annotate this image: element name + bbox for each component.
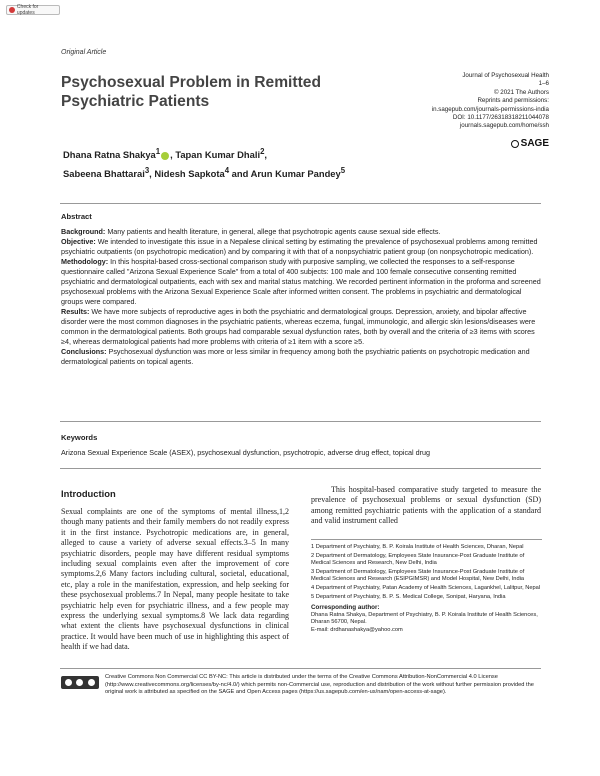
divider — [60, 468, 541, 469]
author-list — [63, 144, 403, 182]
author-name: , Tapan Kumar Dhali — [170, 149, 261, 161]
footnote: 3 Department of Dermatology, Employees State Insurance-Post Graduate Institute of Medical Sciences and Research (ESIPGIMSR) and Model Hospital, New Delhi, India — [311, 568, 525, 583]
cc-by-nc-badge-icon[interactable] — [61, 676, 99, 689]
abstract-heading: Abstract — [61, 212, 92, 221]
introduction-body-right: This hospital-based comparative study targeted to measure the prevalence of psychosexual problems or sexual dysfunction (SD) among remitted psychiatric patients with the application of a standard and valid instrument called — [311, 485, 541, 526]
nc-icon — [88, 679, 95, 686]
abstract-conclusions: Conclusions: Psychosexual dysfunction was more or less similar in frequency among both the psychiatric patients on psychotropic medication and dermatological patients on topical agents. — [61, 347, 530, 366]
affil-sup: 5 — [340, 166, 346, 176]
paper-title: Psychosexual Problem in Remitted Psychiatric Patients — [61, 74, 321, 110]
introduction-heading: Introduction — [61, 488, 116, 499]
divider — [60, 421, 541, 422]
cc-icon — [65, 679, 72, 686]
reprints-link[interactable]: in.sagepub.com/journals-permissions-india — [431, 105, 549, 113]
introduction-body-left: Sexual complaints are one of the symptoms of mental illness,1,2 though many patients and their family members do not readily express it in the first instance. Psychotropic medications are, in general, alleged to cause a variety of adverse sexual effects.3–5 In many psychiatric disorders, people may have different residual symptoms including sexual complaints even after the improvement of core symptoms.2,6 Many factors including cultural, societal, educational, etc, play a role in the manifestation, expression, and help seeking for these psychosexual problems.7 In Nepal, many people hesitate to take psychiatric help even for psychiatric illness, and a few people may express the underlying sexual symptoms.8 We lack data regarding what extent the clients have psychosexual dysfunctions in clinical practice. It would have been much of use in highlighting this aspect of health if we had data. — [61, 507, 289, 652]
abstract-section — [61, 212, 542, 367]
corresponding-author-text: Dhana Ratna Shakya, Department of Psychiatry, B. P. Koirala Institute of Health Sciences, Dharan 56700, Nepal. — [311, 611, 538, 626]
divider — [60, 668, 541, 669]
footnote-divider — [311, 539, 542, 540]
author-name: Sabeena Bhattarai — [63, 168, 145, 180]
affil-sup: 2 — [260, 147, 265, 156]
author-name: , Nidesh Sapkota — [149, 168, 225, 180]
journal-doi[interactable]: DOI: 10.1177/26318318211044078 — [452, 114, 549, 122]
article-type: Original Article — [61, 49, 107, 56]
update-icon — [9, 7, 15, 13]
publisher-name: SAGE — [520, 138, 549, 149]
journal-home-link[interactable]: journals.sagepub.com/home/ssh — [459, 122, 549, 130]
abstract-background: Background: Many patients and health literature, in general, allege that psychotropic agents cause sexual side effects. — [61, 227, 441, 236]
keywords-text: Arizona Sexual Experience Scale (ASEX), psychosexual dysfunction, psychotropic, adverse drug effect, topical drug — [61, 448, 431, 457]
divider — [60, 203, 541, 204]
footnote: 1 Department of Psychiatry, B. P. Koirala Institute of Health Sciences, Dharan, Nepal — [311, 544, 524, 550]
corresponding-author-email[interactable]: E-mail: drdhanashakya@yahoo.com — [311, 626, 403, 633]
by-icon — [76, 679, 83, 686]
check-for-updates-button[interactable] — [6, 5, 60, 15]
journal-name: Journal of Psychosexual Health — [462, 72, 549, 79]
footnotes — [311, 544, 542, 635]
license-text: Creative Commons Non Commercial CC BY-NC: This article is distributed under the terms of the Creative Commons Attribution-NonCommercial 4.0 License (http://www.creativecommons.org/licenses/by-nc/4.0/) which permits non-Commercial use, reproduction and distribution of the work without further permission provided the original work is attributed as specified on the SAGE and Open Access pages (https://us.sagepub.com/en-us/nam/open-access-at-sage). — [105, 674, 534, 696]
affil-sup: 3 — [144, 166, 150, 176]
sage-ring-icon — [511, 140, 519, 148]
authors-line-2 — [63, 163, 403, 182]
keywords-heading: Keywords — [61, 433, 98, 442]
badge-label: Check for updates — [16, 4, 39, 16]
abstract-methodology: Methodology: In this hospital-based cross-sectional comparison study with purposive sampling, we collected the responses to a self-response questionnaire called "Arizona Sexual Experience Scale" from a total of 400 subjects: 100 male and 100 female consecutive consenting remitted psychiatric and dermatological outpatients, each with sex and marital status matching. We recorded pertinent information in the proforma and screened psychosexual problems with the Arizona Sexual Experience Scale after informed written consent. The problems in psychiatric and dermatological groups were compared. — [61, 257, 541, 306]
author-name: and Arun Kumar Pandey — [229, 168, 341, 180]
journal-copyright: © 2021 The Authors — [493, 88, 549, 96]
abstract-results: Results: We have more subjects of reproductive ages in both the psychiatric and dermatological groups. Depression, anxiety, and bipolar affective disorder were the most common diagnoses in the psychiatric patients, whereas eczema, fungal, immunologic, and allergic skin lesions/diseases were common in the dermatological patients. Both groups had comparable sexual dysfunction rates, both by overall and the criteria of ≥3 items with scores ≥4, whereas dermatological patients had more problems with criteria of ≥1 item with a score ≥5. — [61, 307, 536, 346]
journal-info — [379, 72, 549, 131]
footnote: 4 Department of Psychiatry, Patan Academy of Health Sciences, Lagankhel, Lalitpur, Nepal — [311, 584, 541, 591]
authors-line-1: Dhana Ratna Shakya$^1$ , Tapan Kumar Dhali$^2$, — [63, 147, 268, 161]
keywords-section — [61, 433, 542, 458]
sage-logo — [511, 138, 549, 149]
footnote: 5 Department of Psychiatry, B. P. S. Medical College, Sonipat, Haryana, India — [311, 593, 506, 600]
orcid-icon[interactable] — [161, 152, 169, 160]
footnote: 2 Department of Dermatology, Employees State Insurance-Post Graduate Institute of Medical Sciences and Research, New Delhi, India — [311, 552, 525, 567]
journal-reprints: Reprints and permissions: — [477, 97, 549, 105]
abstract-objective: Objective: We intended to investigate this issue in a Nepalese clinical setting by estimating the prevalence of psychosexual problems among remitted psychiatric outpatients (on psychotropic medication) and by comparing it with that of a nonpsychiatric patient group (on nonpsychotropic medication). — [61, 237, 538, 256]
author-name: Dhana Ratna Shakya — [63, 149, 156, 161]
corresponding-author-heading: Corresponding author: — [311, 604, 380, 612]
affil-sup: 1 — [155, 147, 161, 156]
affil-sup: 4 — [224, 166, 230, 176]
journal-pages: 1–6 — [538, 80, 549, 88]
